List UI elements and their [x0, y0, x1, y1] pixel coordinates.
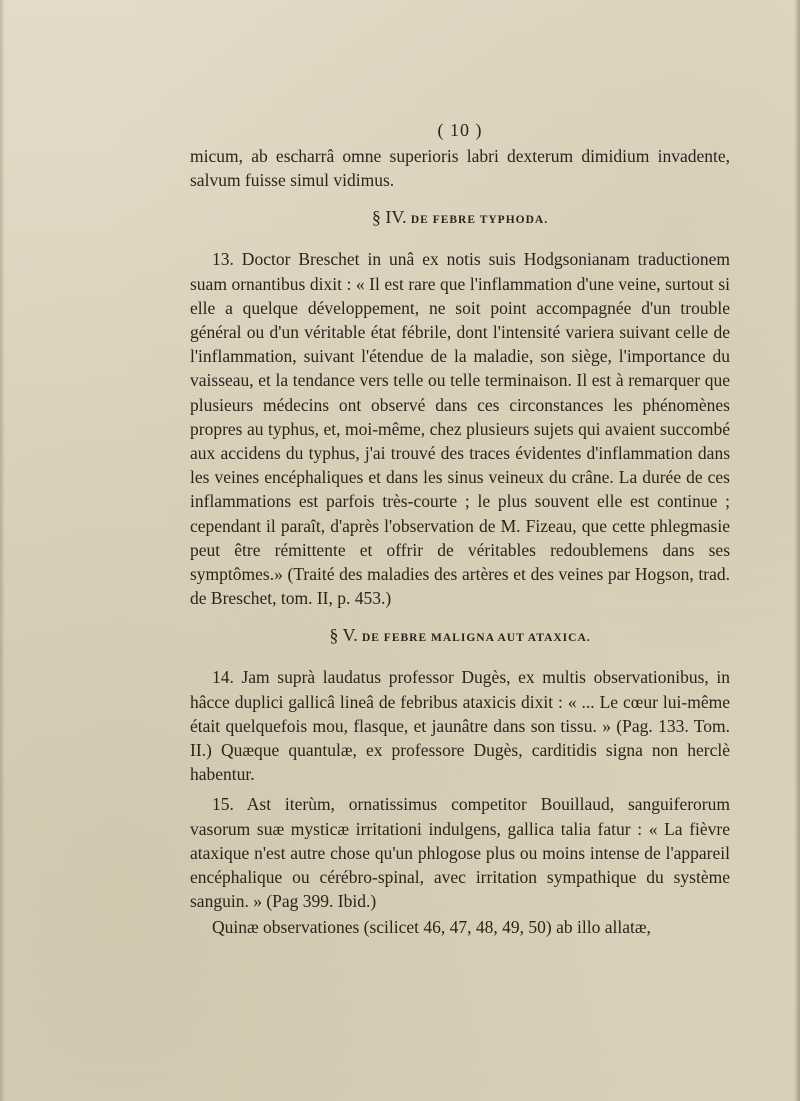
intro-paragraph: micum, ab escharrâ omne superioris labri dexterum dimidium invadente, salvum fuisse simul vidimus. [190, 146, 730, 191]
text-block [190, 118, 730, 940]
section-4-mark: § IV. [371, 207, 407, 228]
section-4-title: DE FEBRE TYPHODA. [410, 214, 549, 227]
paragraph-13: 13. Doctor Breschet in unâ ex notis suis Hodgsonianam traductionem suam ornantibus dixit : « Il est rare que l'inflammation d'une veine, surtout si elle a quelque développement, ne soit point accompagnée d'un trouble général ou d'un véritable état fébrile, dont l'intensité variera suivant celle de l'inflammation, suivant l'étendue de la maladie, son siège, l'importance du vaisseau, et la tendance vers telle ou telle terminaison. Il est à remarquer que plusieurs médecins ont observé dans ces circonstances les phénomènes propres au typhus, et, moi-même, chez plusieurs sujets qui avaient succombé aux accidens du typhus, j'ai trouvé des traces évidentes d'inflammation dans les veines encéphaliques et dans les sinus veineux du crâne. La durée de ces inflammations est parfois très-courte ; le plus souvent elle est continue ; cependant il paraît, d'après l'observation de M. Fizeau, que cette phlegmasie peut être rémittente et offrir de véritables redoublemens dans ses symptômes.» (Traité des maladies des artères et des veines par Hogson, trad. de Breschet, tom. II, p. 453.) [190, 249, 730, 609]
page-left-edge-shadow [0, 0, 5, 1101]
paragraph-15: 15. Ast iterùm, ornatissimus competitor Bouillaud, sanguiferorum vasorum suæ mysticæ irritationi indulgens, gallica talia fatur : « La fièvre ataxique n'est autre chose qu'un phlogose plus ou moins intense de l'appareil encéphalique ou cérébro-spinal, avec irritation sympathique du système sanguin. » (Pag 399. Ibid.) [190, 794, 730, 912]
paragraph-14: 14. Jam suprà laudatus professor Dugès, ex multis observationibus, in hâcce duplici gallicâ lineâ de febribus ataxicis dixit : « ... Le cœur lui-même était quelquefois mou, flasque, et jaunâtre dans son tissu. » (Pag. 133. Tom. II.) Quæque quantulæ, ex professore Dugès, carditidis signa non herclè habentur. [190, 667, 730, 785]
section-5-heading [190, 624, 730, 649]
section-5-title: DE FEBRE MALIGNA AUT ATAXICA. [361, 632, 591, 645]
section-4-heading [190, 206, 730, 231]
page-number: ( 10 ) [437, 120, 483, 140]
page-right-edge-shadow [794, 0, 800, 1101]
section-5-mark: § V. [329, 625, 358, 646]
paragraph-16: Quinæ observationes (scilicet 46, 47, 48, 49, 50) ab illo allatæ, [212, 917, 651, 938]
